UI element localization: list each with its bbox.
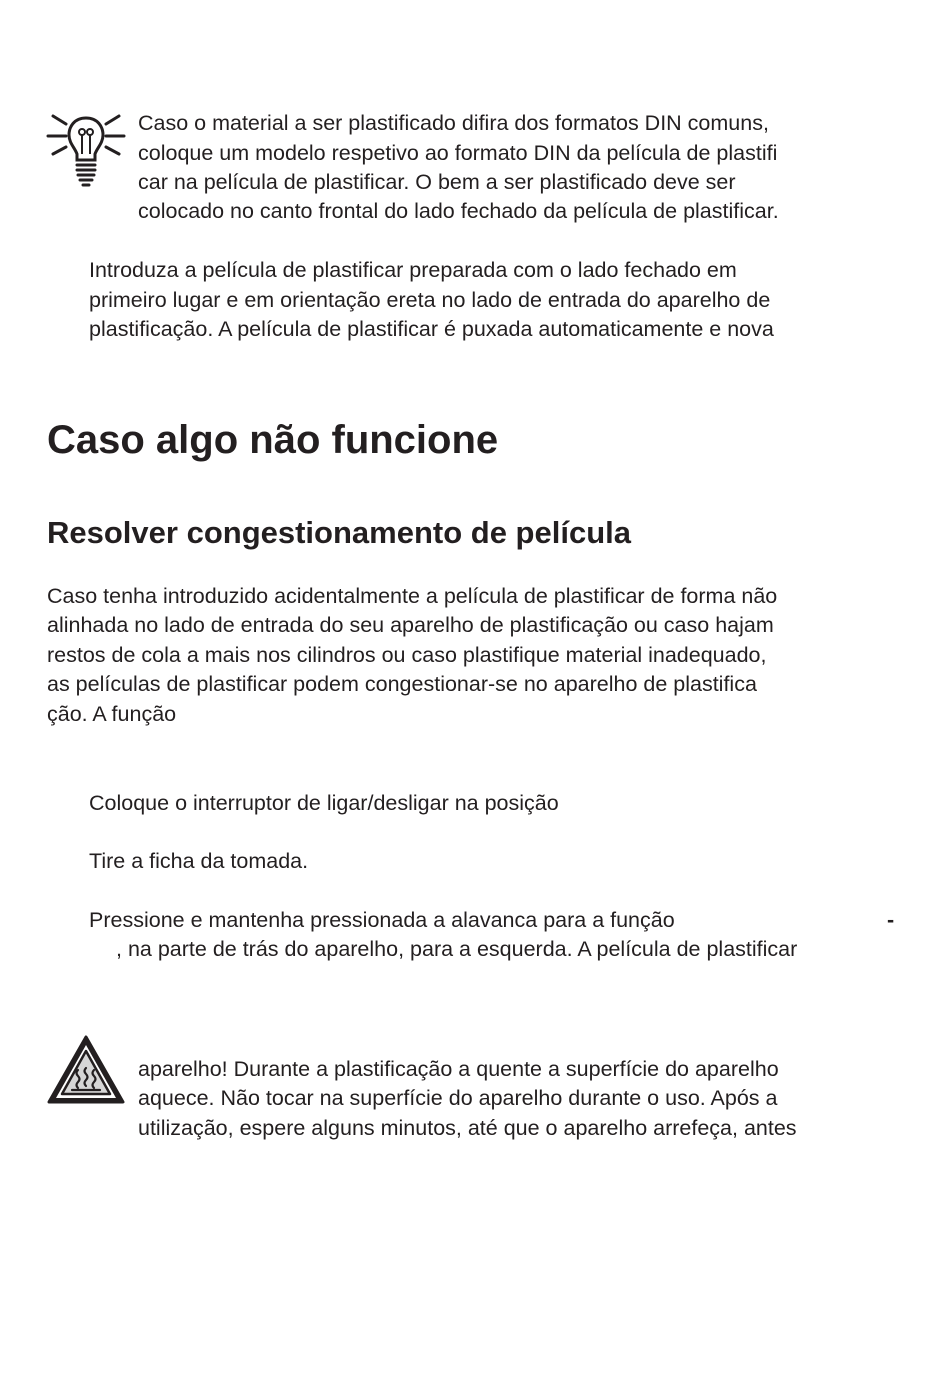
step-dash: - <box>887 908 895 932</box>
step-item: Pressione e mantenha pressionada a alavanca para a função <box>89 908 675 932</box>
step-item: Coloque o interruptor de ligar/desligar na posição <box>89 791 559 815</box>
step-item: Tire a ficha da tomada. <box>89 849 309 873</box>
section-title: Caso algo não funcione <box>47 418 499 462</box>
tip-line: coloque um modelo respetivo ao formato DIN da película de plastifi <box>138 141 778 165</box>
section-subtitle: Resolver congestionamento de película <box>47 515 631 550</box>
paragraph-line: as películas de plastificar podem congestionar-se no aparelho de plastifica <box>47 672 757 696</box>
paragraph-line: Caso tenha introduzido acidentalmente a película de plastificar de forma não <box>47 584 778 608</box>
hot-surface-warning-icon <box>46 1034 126 1106</box>
tip-line: car na película de plastificar. O bem a ser plastificado deve ser <box>138 170 736 194</box>
warning-line: utilização, espere alguns minutos, até que o aparelho arrefeça, antes <box>138 1116 797 1140</box>
paragraph-line: ção. A função <box>47 702 177 726</box>
tip-line: colocado no canto frontal do lado fechado da película de plastificar. <box>138 199 779 223</box>
paragraph-line: restos de cola a mais nos cilindros ou caso plastifique material inadequado, <box>47 643 767 667</box>
step-item-continued: , na parte de trás do aparelho, para a esquerda. A película de plastificar <box>116 937 798 961</box>
warning-line: aquece. Não tocar na superfície do aparelho durante o uso. Após a <box>138 1086 778 1110</box>
tip-line: Caso o material a ser plastificado difira dos formatos DIN comuns, <box>138 111 769 135</box>
lightbulb-icon <box>46 110 126 192</box>
paragraph-line: alinhada no lado de entrada do seu aparelho de plastificação ou caso hajam <box>47 613 774 637</box>
intro-line: primeiro lugar e em orientação ereta no lado de entrada do aparelho de <box>89 288 771 312</box>
intro-line: Introduza a película de plastificar preparada com o lado fechado em <box>89 258 737 282</box>
warning-line: aparelho! Durante a plastificação a quente a superfície do aparelho <box>138 1057 779 1081</box>
intro-line: plastificação. A película de plastificar é puxada automaticamente e nova <box>89 317 774 341</box>
